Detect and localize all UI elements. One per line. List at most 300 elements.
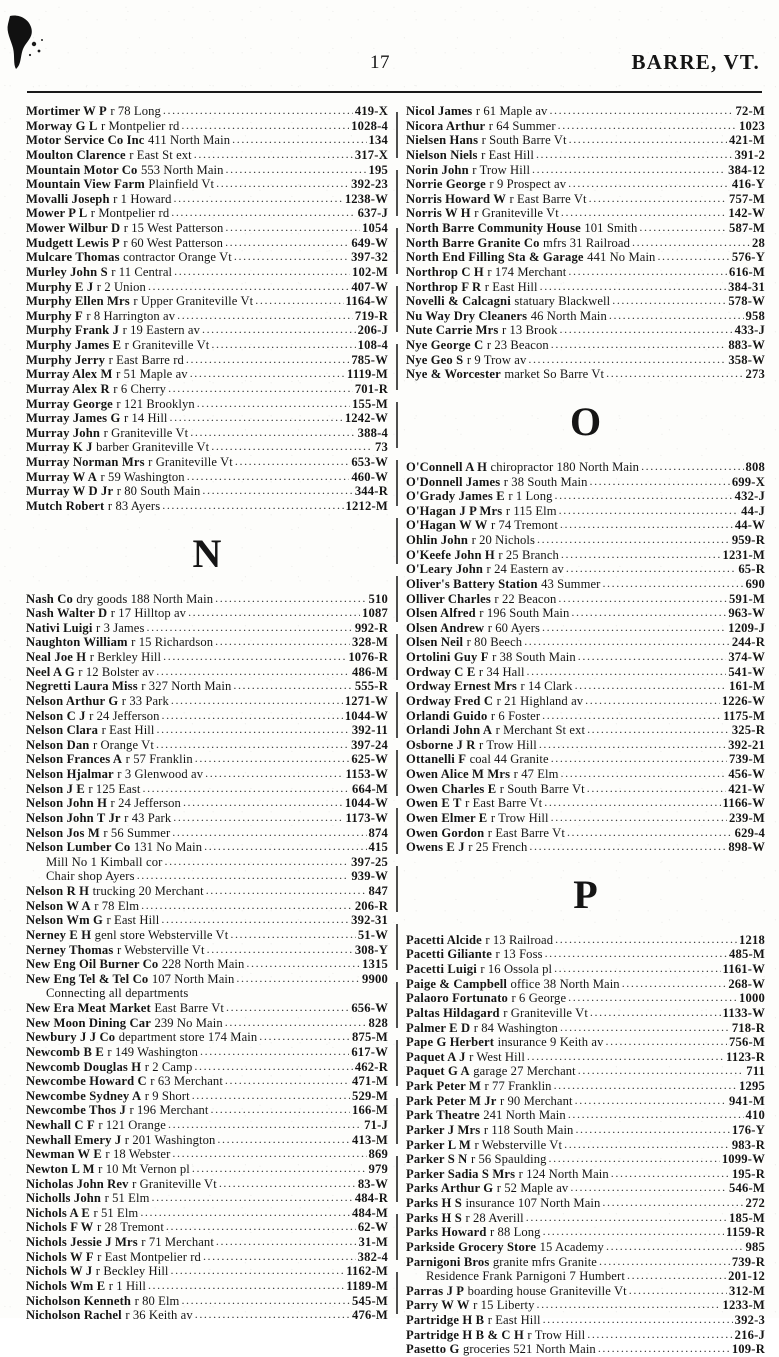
directory-entry — [26, 972, 388, 987]
directory-entry — [26, 826, 388, 841]
entry-name: O'Connell A H — [406, 459, 488, 474]
entry-description: r Graniteville Vt — [148, 455, 233, 469]
entry-phone-number: 1189-M — [346, 1278, 388, 1293]
directory-entry — [406, 338, 765, 353]
directory-entry — [26, 855, 388, 870]
dot-leader — [177, 309, 353, 323]
directory-entry — [26, 1074, 388, 1089]
entry-phone-number: 374-W — [728, 650, 765, 664]
entry-name: Mountain Motor Co — [26, 162, 138, 177]
entry-description: r 80 South Main — [116, 484, 201, 499]
directory-entry — [406, 1255, 765, 1270]
entry-name: Morway G L — [26, 118, 98, 133]
directory-entry — [26, 1060, 388, 1075]
entry-phone-number: 471-M — [352, 1074, 388, 1089]
entry-phone-number: 1238-W — [344, 191, 388, 206]
directory-entry — [26, 353, 388, 368]
dot-leader — [589, 192, 727, 206]
entry-phone-number: 757-M — [729, 191, 765, 206]
directory-entry — [26, 943, 388, 958]
directory-entry — [26, 411, 388, 426]
column-right — [394, 100, 779, 1357]
dot-leader — [207, 943, 353, 957]
dot-leader — [216, 177, 349, 191]
directory-entry — [26, 1308, 388, 1323]
entry-phone-number: 1226-W — [721, 693, 765, 708]
entry-phone-number: 1087 — [362, 606, 388, 621]
dot-leader — [657, 250, 729, 264]
entry-name: Pacetti Alcide — [406, 932, 482, 947]
entry-phone-number: 985 — [745, 1239, 765, 1254]
dot-leader — [639, 221, 727, 235]
directory-entry — [406, 592, 765, 607]
entry-phone-number: 1161-W — [722, 962, 765, 976]
dot-leader — [536, 1298, 720, 1312]
dot-leader — [578, 650, 727, 664]
directory-entry — [406, 1240, 765, 1255]
directory-entry — [406, 1138, 765, 1153]
dot-leader — [226, 163, 367, 177]
directory-entry — [26, 104, 388, 119]
entry-name: Nu Way Dry Cleaners — [406, 308, 528, 323]
entry-phone-number: 358-W — [728, 352, 765, 367]
entry-phone-number: 413-M — [352, 1132, 388, 1147]
entry-name: Nelson C J — [26, 708, 86, 723]
entry-name: Murray Norman Mrs — [26, 455, 145, 469]
entry-name: Nichols W J — [26, 1264, 93, 1279]
entry-phone-number: 51-W — [357, 927, 388, 942]
entry-phone-number: 1044-W — [344, 796, 388, 811]
dot-leader — [549, 104, 733, 118]
entry-name: Norris W H — [406, 206, 471, 221]
entry-description: boarding house Graniteville Vt — [467, 1283, 627, 1298]
directory-entry — [26, 323, 388, 338]
entry-phone-number: 529-M — [352, 1088, 388, 1103]
entry-name: Novelli & Calcagni — [406, 294, 511, 309]
dot-leader — [561, 548, 721, 562]
entry-description: r 52 Maple av — [496, 1181, 569, 1196]
dot-leader — [194, 148, 353, 162]
entry-phone-number: 616-M — [729, 264, 765, 279]
entry-description: r East Hill — [481, 147, 534, 162]
entry-name: Ortolini Guy F — [406, 650, 489, 664]
entry-name: O'Leary John — [406, 562, 484, 577]
dot-leader — [203, 1250, 356, 1264]
entry-phone-number: 1076-R — [348, 650, 388, 664]
directory-entry — [406, 460, 765, 475]
entry-phone-number: 1000 — [739, 991, 765, 1006]
directory-entry — [26, 957, 388, 972]
dot-leader — [232, 133, 366, 147]
dot-leader — [161, 913, 349, 927]
dot-leader — [561, 206, 726, 220]
directory-entry — [26, 148, 388, 163]
dot-leader — [205, 767, 343, 781]
dot-leader — [567, 826, 733, 840]
directory-entry — [26, 280, 388, 295]
entry-description: r Merchant St ext — [495, 723, 586, 738]
entry-name: Northrop F R — [406, 279, 482, 294]
entry-name: Parks Arthur G — [406, 1181, 494, 1196]
entry-description: r Montpelier rd — [90, 206, 170, 221]
dot-leader — [195, 752, 350, 766]
directory-entry — [26, 1103, 388, 1118]
directory-entry — [406, 294, 765, 309]
entry-phone-number: 397-24 — [351, 737, 388, 752]
directory-entry — [26, 1177, 388, 1192]
directory-entry — [406, 723, 765, 738]
entry-phone-number: 312-M — [729, 1283, 765, 1298]
entry-description: r 13 Brook — [501, 323, 558, 338]
entry-phone-number: 510 — [368, 591, 388, 606]
directory-entry — [26, 206, 388, 221]
entry-phone-number: 847 — [368, 884, 388, 898]
directory-entry — [406, 177, 765, 192]
entry-description: garage 27 Merchant — [473, 1064, 576, 1079]
directory-entry — [26, 869, 388, 884]
directory-entry — [26, 367, 388, 382]
entry-name: Murray George — [26, 396, 113, 411]
entry-name: Newcomb B E — [26, 1044, 104, 1059]
entry-phone-number: 828 — [368, 1015, 388, 1030]
entry-description: r Websterville Vt — [116, 942, 205, 957]
entry-phone-number: 587-M — [729, 221, 765, 235]
directory-entry — [26, 1294, 388, 1309]
entry-name: Moulton Clarence — [26, 147, 126, 162]
entry-phone-number: 415 — [368, 840, 388, 855]
directory-entry — [406, 991, 765, 1006]
directory-entry — [26, 606, 388, 621]
entry-name: Paquet G A — [406, 1064, 470, 1079]
dot-leader — [558, 592, 727, 606]
dot-leader — [200, 1045, 349, 1059]
dot-leader — [148, 280, 349, 294]
entry-description: r 22 Beacon — [494, 591, 557, 606]
entry-phone-number: 649-W — [351, 235, 388, 250]
entry-phone-number: 273 — [745, 367, 765, 382]
dot-leader — [561, 767, 727, 781]
dot-leader — [564, 1138, 730, 1152]
entry-description: office 38 North Main — [510, 976, 620, 991]
entry-description: 131 No Main — [133, 840, 203, 855]
directory-entry — [406, 1079, 765, 1094]
directory-entry — [26, 752, 388, 767]
directory-entry — [26, 1250, 388, 1265]
dot-leader — [233, 679, 352, 693]
directory-entry — [26, 1133, 388, 1148]
entry-description: r Trow Hill — [490, 810, 549, 825]
entry-description: r 6 George — [511, 991, 567, 1006]
entry-phone-number: 555-R — [354, 679, 388, 694]
directory-entry — [406, 1269, 765, 1284]
entry-description: r 71 Merchant — [141, 1235, 214, 1249]
dot-leader — [578, 1064, 744, 1078]
entry-description: r 19 Eastern av — [122, 323, 200, 338]
entry-description: r 8 Harrington av — [86, 308, 176, 323]
entry-description: r 124 North Main — [518, 1166, 609, 1181]
dot-leader — [532, 163, 726, 177]
dot-leader — [551, 752, 727, 766]
directory-entry — [406, 1181, 765, 1196]
entry-description: r 12 Bolster av — [78, 664, 155, 679]
entry-name: O'Grady James E — [406, 489, 505, 504]
directory-entry — [406, 767, 765, 782]
entry-name: Murray W A — [26, 469, 97, 484]
entry-phone-number: 576-Y — [731, 250, 765, 265]
entry-name: Murphy E J — [26, 279, 94, 294]
entry-phone-number: 397-32 — [351, 250, 388, 265]
entry-phone-number: 1295 — [739, 1079, 765, 1093]
entry-description: r 10 Mt Vernon pl — [98, 1161, 190, 1176]
directory-entry — [406, 977, 765, 992]
dot-leader — [216, 1235, 357, 1249]
entry-description: r 9 Short — [144, 1088, 190, 1103]
entry-description: r Upper Graniteville Vt — [133, 294, 254, 309]
entry-phone-number: 1271-W — [344, 693, 388, 708]
entry-name: Newton L M — [26, 1161, 95, 1176]
directory-entry — [26, 236, 388, 251]
entry-name: Nativi Luigi — [26, 620, 93, 635]
dot-leader — [587, 782, 727, 796]
entry-name: Partridge H B & C H — [406, 1327, 524, 1342]
directory-entry — [26, 694, 388, 709]
entry-name: Norrie George — [406, 177, 486, 192]
entry-description: r 115 Elm — [505, 503, 557, 518]
dot-leader — [606, 1240, 744, 1254]
entry-name: Park Peter M — [406, 1079, 481, 1093]
directory-entry — [406, 1152, 765, 1167]
directory-entry — [26, 338, 388, 353]
directory-entry — [26, 635, 388, 650]
directory-columns — [0, 100, 779, 1357]
entry-name: Nelson R H — [26, 884, 90, 898]
dot-leader — [225, 236, 349, 250]
directory-entry — [406, 1094, 765, 1109]
entry-name: North Barre Granite Co — [406, 235, 540, 250]
entry-description: r 56 Summer — [103, 825, 171, 840]
directory-entry — [406, 148, 765, 163]
directory-entry — [26, 913, 388, 928]
dot-leader — [571, 606, 726, 620]
entry-description: r 21 Highland av — [496, 693, 584, 708]
entry-name: Mudgett Lewis P — [26, 235, 120, 250]
dot-leader — [172, 826, 366, 840]
entry-description: r East Hill — [101, 723, 155, 738]
entry-phone-number: 629-4 — [734, 825, 765, 840]
entry-description: r 80 Elm — [134, 1293, 180, 1308]
dot-leader — [609, 309, 744, 323]
directory-entry — [26, 665, 388, 680]
entry-phone-number: 416-Y — [731, 177, 765, 192]
entry-description: r 196 Merchant — [129, 1103, 209, 1118]
entry-name: North Barre Community House — [406, 221, 581, 235]
entry-phone-number: 392-31 — [351, 913, 388, 928]
entry-phone-number: 1209-J — [728, 620, 765, 635]
entry-description: r 15 Liberty — [473, 1298, 535, 1313]
dot-leader — [211, 1103, 351, 1117]
dot-leader — [612, 294, 726, 308]
header-rule — [27, 91, 762, 93]
entry-phone-number: 739-R — [731, 1254, 765, 1269]
dot-leader — [539, 738, 726, 752]
directory-entry — [406, 933, 765, 948]
dot-leader — [162, 709, 343, 723]
directory-entry — [26, 1118, 388, 1133]
entry-phone-number: 206-J — [357, 323, 388, 338]
entry-description: r 83 Ayers — [107, 498, 161, 513]
dot-leader — [566, 562, 736, 576]
entry-description: mfrs 31 Railroad — [543, 235, 630, 250]
entry-description: r 60 West Patterson — [123, 235, 224, 250]
entry-name: Owens E J — [406, 840, 465, 855]
directory-entry — [406, 665, 765, 680]
entry-phone-number: 407-W — [351, 279, 388, 294]
entry-name: Ordway Ernest Mrs — [406, 679, 517, 694]
dot-leader — [215, 592, 366, 606]
entry-phone-number: 1023 — [739, 118, 765, 133]
entry-phone-number: 808 — [745, 459, 765, 474]
entry-phone-number: 185-M — [729, 1210, 765, 1225]
entry-name: Parks H S — [406, 1210, 462, 1225]
entry-name: Parkside Grocery Store — [406, 1239, 537, 1254]
entry-name: Nicholas John Rev — [26, 1176, 129, 1191]
directory-entry — [406, 811, 765, 826]
entry-name: Norris Howard W — [406, 191, 506, 206]
dot-leader — [219, 1177, 356, 1191]
entry-description: r 6 Cherry — [113, 381, 167, 396]
entry-name: Nash Co — [26, 591, 73, 606]
entry-description: r 18 Webster — [105, 1147, 171, 1162]
directory-entry — [406, 323, 765, 338]
dot-leader — [526, 1211, 727, 1225]
entry-phone-number: 272 — [745, 1196, 765, 1210]
directory-entry — [406, 606, 765, 621]
entry-name: North End Filling Sta & Garage — [406, 250, 584, 265]
dot-leader — [211, 338, 355, 352]
dot-leader — [598, 1342, 730, 1356]
entry-phone-number: 392-3 — [734, 1313, 765, 1327]
entry-name: Palmer E D — [406, 1020, 471, 1035]
entry-description: r 25 French — [468, 840, 528, 855]
directory-entry — [26, 679, 388, 694]
dot-leader — [151, 1191, 352, 1205]
dot-leader — [230, 928, 355, 942]
entry-description: r Orange Vt — [92, 737, 154, 752]
dot-leader — [217, 1133, 350, 1147]
entry-name: New Eng Oil Burner Co — [26, 957, 159, 972]
entry-phone-number: 486-M — [352, 664, 388, 679]
directory-entry — [406, 635, 765, 650]
dot-leader — [540, 280, 726, 294]
directory-entry — [406, 1050, 765, 1065]
entry-phone-number: 31-M — [358, 1235, 388, 1249]
entry-description: r Websterville Vt — [474, 1137, 563, 1152]
entry-description: r South Barre Vt — [481, 133, 567, 148]
entry-description: 107 North Main — [151, 971, 235, 986]
entry-description: dry goods 188 North Main — [76, 591, 214, 606]
entry-description: r Graniteville Vt — [103, 425, 189, 440]
dot-leader — [163, 104, 353, 118]
entry-description: r 149 Washington — [107, 1044, 199, 1059]
entry-phone-number: 690 — [745, 576, 765, 591]
dot-leader — [172, 1147, 366, 1161]
entry-phone-number: 484-R — [354, 1191, 388, 1206]
dot-leader — [575, 1094, 727, 1108]
directory-entry — [26, 1016, 388, 1031]
entry-phone-number: 1054 — [362, 221, 388, 235]
entry-description: r East Barre Vt — [465, 796, 543, 811]
entry-name: Ohlin John — [406, 533, 469, 547]
section-letter-p: P — [573, 871, 598, 917]
entry-phone-number: 719-R — [354, 308, 388, 323]
entry-description: r 1 Howard — [113, 191, 172, 206]
entry-phone-number: 392-11 — [351, 723, 388, 738]
entry-name: Paige & Campbell — [406, 976, 508, 991]
entry-description: chiropractor 180 North Main — [490, 459, 640, 474]
entry-phone-number: 1162-M — [346, 1264, 388, 1279]
entry-description: groceries 521 North Main — [462, 1342, 596, 1357]
entry-phone-number: 939-W — [351, 869, 388, 884]
entry-phone-number: 195-R — [731, 1166, 765, 1181]
directory-entry — [406, 1328, 765, 1343]
entry-name: Nichols Jessie J Mrs — [26, 1235, 138, 1249]
entry-name: Owen Gordon — [406, 825, 485, 840]
entry-name: Parker Sadia S Mrs — [406, 1166, 516, 1181]
directory-entry — [26, 723, 388, 738]
directory-entry — [406, 221, 765, 236]
dot-leader — [524, 635, 730, 649]
directory-entry — [406, 1167, 765, 1182]
entry-name: Murphy Jerry — [26, 352, 106, 367]
entry-description: r 121 Orange — [98, 1118, 166, 1132]
entry-description: r 78 Long — [110, 104, 161, 118]
directory-entry — [406, 782, 765, 797]
entry-phone-number: 72-M — [735, 104, 765, 118]
directory-entry — [26, 133, 388, 148]
directory-entry — [26, 986, 388, 1001]
entry-phone-number: 545-M — [352, 1293, 388, 1308]
dot-leader — [166, 1220, 356, 1234]
entry-name: Nicholson Kenneth — [26, 1293, 132, 1308]
directory-entry — [26, 650, 388, 665]
entry-name: Movalli Joseph — [26, 191, 110, 206]
entry-description: r 24 Eastern av — [486, 562, 564, 577]
directory-entry — [406, 1035, 765, 1050]
city-header: BARRE, VT. — [631, 50, 760, 74]
directory-entry — [406, 548, 765, 563]
entry-name: Naughton William — [26, 635, 128, 650]
directory-entry — [406, 1021, 765, 1036]
directory-entry — [406, 119, 765, 134]
dot-leader — [255, 294, 343, 308]
entry-description: 15 Academy — [539, 1239, 604, 1254]
entry-name: Partridge H B — [406, 1313, 485, 1327]
entry-phone-number: 591-M — [729, 591, 765, 606]
entry-phone-number: 344-R — [354, 484, 388, 499]
dot-leader — [568, 265, 727, 279]
directory-entry — [406, 353, 765, 368]
directory-entry — [406, 796, 765, 811]
entry-description: r 327 North Main — [141, 679, 232, 694]
directory-entry — [406, 1196, 765, 1211]
entry-description: r 25 Branch — [498, 547, 559, 562]
directory-entry — [406, 367, 765, 382]
entry-name: Nelson Clara — [26, 723, 99, 738]
entry-description: r West Hill — [469, 1049, 525, 1064]
entry-description: trucking 20 Merchant — [92, 884, 204, 898]
dot-leader — [536, 148, 733, 162]
directory-entry — [26, 455, 388, 470]
